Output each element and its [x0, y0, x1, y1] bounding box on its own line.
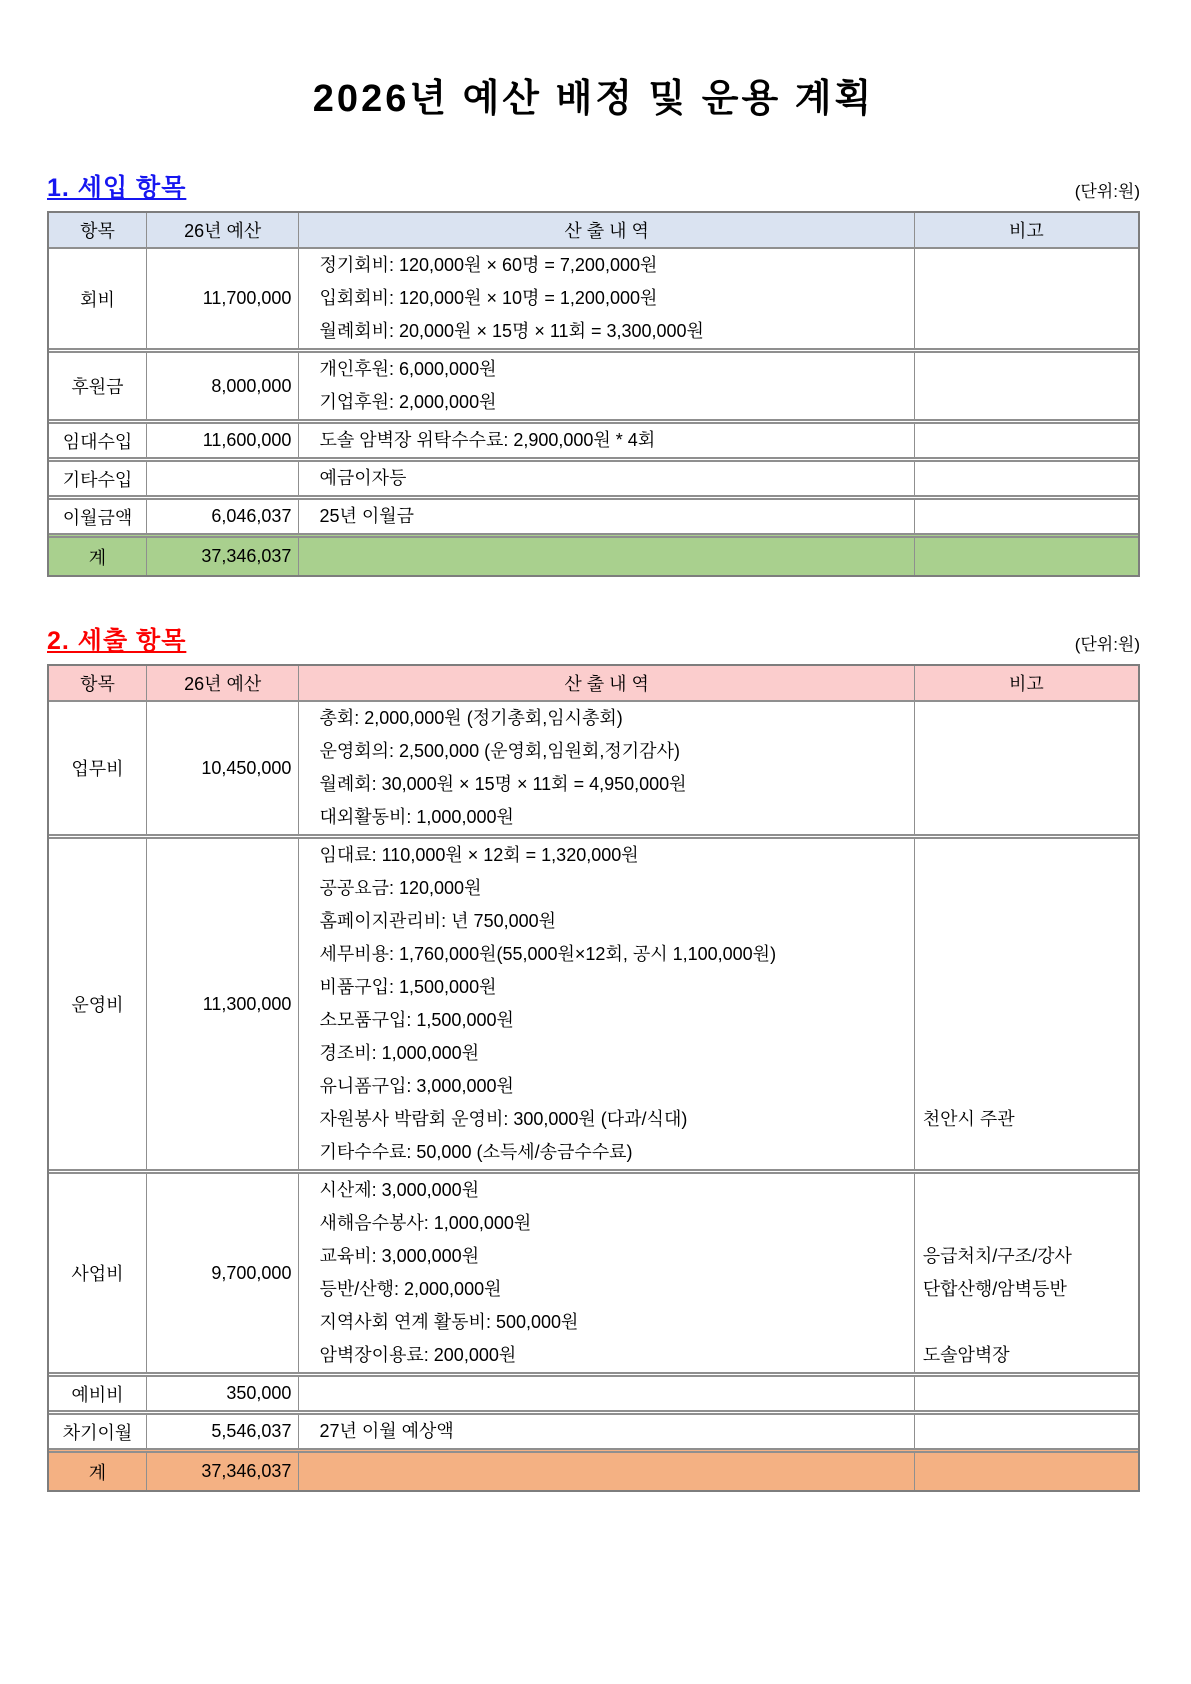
total-note-cell [915, 538, 1138, 575]
total-amount-cell: 37,346,037 [147, 538, 299, 575]
detail-line: 세무비용: 1,760,000원(55,000원×12회, 공시 1,100,000원) [319, 944, 777, 964]
note-line [923, 353, 1138, 386]
note-cell [915, 500, 1138, 533]
detail-cell [299, 353, 914, 419]
expense-section-title: 2. 세출 항목 [47, 627, 187, 655]
note-cell [915, 1415, 1138, 1448]
item-cell: 예비비 [49, 1377, 147, 1410]
header-cell: 산 출 내 역 [299, 666, 914, 700]
table-row [49, 348, 1138, 419]
detail-cell [299, 1377, 914, 1410]
note-line: 단합산행/암벽등반 [922, 1279, 1067, 1299]
detail-line: 자원봉사 박람회 운영비: 300,000원 (다과/식대) [319, 1109, 688, 1129]
total-detail-cell [299, 538, 914, 575]
note-line [923, 386, 1138, 419]
expense-table [47, 664, 1140, 1492]
note-line: 천안시 주관 [922, 1109, 1015, 1129]
table-row [49, 1372, 1138, 1410]
item-cell: 후원금 [49, 353, 147, 419]
note-line: 도솔암벽장 [922, 1345, 1010, 1365]
header-cell: 항목 [49, 213, 147, 247]
amount-cell: 8,000,000 [147, 353, 299, 419]
header-row [49, 666, 1138, 700]
header-cell: 26년 예산 [147, 666, 299, 700]
total-note-cell [915, 1453, 1138, 1490]
amount-cell [147, 462, 299, 495]
detail-line: 월례회비: 20,000원 × 15명 × 11회 = 3,300,000원 [319, 321, 704, 341]
detail-line: 개인후원: 6,000,000원 [319, 359, 497, 379]
income-section [47, 168, 1140, 577]
note-line [923, 872, 1138, 905]
header-cell: 26년 예산 [147, 213, 299, 247]
note-line [923, 424, 1138, 457]
table-row [49, 1169, 1138, 1372]
table-row [49, 419, 1138, 457]
note-cell [915, 839, 1138, 1169]
note-line [923, 702, 1138, 735]
detail-line: 교육비: 3,000,000원 [319, 1246, 480, 1266]
detail-line: 총회: 2,000,000원 (정기총회,임시총회) [319, 708, 623, 728]
detail-line: 27년 이월 예상액 [319, 1421, 454, 1441]
note-line [923, 735, 1138, 768]
detail-cell [299, 424, 914, 457]
detail-line: 25년 이월금 [319, 506, 415, 526]
detail-line: 지역사회 연계 활동비: 500,000원 [319, 1312, 579, 1332]
detail-line: 암벽장이용료: 200,000원 [319, 1345, 517, 1365]
detail-cell [299, 500, 914, 533]
item-cell: 운영비 [49, 839, 147, 1169]
detail-line: 대외활동비: 1,000,000원 [319, 807, 514, 827]
table-row [49, 457, 1138, 495]
note-cell [915, 1377, 1138, 1410]
detail-cell [299, 702, 914, 834]
income-section-head [47, 168, 1140, 204]
item-cell: 기타수입 [49, 462, 147, 495]
detail-line: 입회회비: 120,000원 × 10명 = 1,200,000원 [319, 288, 658, 308]
amount-cell: 6,046,037 [147, 500, 299, 533]
note-line [923, 1207, 1138, 1240]
total-label-cell: 계 [49, 538, 147, 575]
note-line [923, 282, 1138, 315]
amount-cell: 9,700,000 [147, 1174, 299, 1372]
note-cell [915, 249, 1138, 348]
note-line [923, 1037, 1138, 1070]
amount-cell: 11,700,000 [147, 249, 299, 348]
total-label-cell: 계 [49, 1453, 147, 1490]
amount-cell: 11,300,000 [147, 839, 299, 1169]
note-line [923, 249, 1138, 282]
table-row [49, 1410, 1138, 1448]
note-line [923, 1004, 1138, 1037]
header-row [49, 213, 1138, 247]
header-cell: 항목 [49, 666, 147, 700]
table-row [49, 700, 1138, 834]
expense-unit-label: (단위:원) [1074, 635, 1140, 654]
detail-cell [299, 1174, 914, 1372]
detail-line: 새해음수봉사: 1,000,000원 [319, 1213, 532, 1233]
detail-line: 정기회비: 120,000원 × 60명 = 7,200,000원 [319, 255, 658, 275]
total-detail-cell [299, 1453, 914, 1490]
note-line [923, 1306, 1138, 1339]
note-line [923, 1070, 1138, 1103]
note-cell [915, 462, 1138, 495]
detail-line: 홈페이지관리비: 년 750,000원 [319, 911, 557, 931]
note-line [923, 315, 1138, 348]
note-line [923, 971, 1138, 1004]
amount-cell: 10,450,000 [147, 702, 299, 834]
detail-line: 등반/산행: 2,000,000원 [319, 1279, 502, 1299]
expense-section-head [47, 621, 1140, 657]
detail-line: 기타수수료: 50,000 (소득세/송금수수료) [319, 1142, 633, 1162]
note-cell [915, 424, 1138, 457]
table-row [49, 495, 1138, 533]
detail-line: 유니폼구입: 3,000,000원 [319, 1076, 514, 1096]
detail-line: 월례회: 30,000원 × 15명 × 11회 = 4,950,000원 [319, 774, 687, 794]
amount-cell: 11,600,000 [147, 424, 299, 457]
table-row [49, 834, 1138, 1169]
note-cell [915, 353, 1138, 419]
note-line [923, 938, 1138, 971]
note-line [923, 801, 1138, 834]
item-cell: 이월금액 [49, 500, 147, 533]
note-line [923, 768, 1138, 801]
note-cell [915, 702, 1138, 834]
detail-line: 소모품구입: 1,500,000원 [319, 1010, 514, 1030]
item-cell: 회비 [49, 249, 147, 348]
header-cell: 산 출 내 역 [299, 213, 914, 247]
detail-line: 임대료: 110,000원 × 12회 = 1,320,000원 [319, 845, 639, 865]
item-cell: 업무비 [49, 702, 147, 834]
income-section-title: 1. 세입 항목 [47, 174, 187, 202]
header-cell: 비고 [1008, 674, 1044, 694]
item-cell: 차기이월 [49, 1415, 147, 1448]
note-line [923, 462, 1138, 495]
table-row [49, 247, 1138, 348]
note-line [923, 1174, 1138, 1207]
expense-section [47, 621, 1140, 1492]
income-table [47, 211, 1140, 577]
detail-line: 경조비: 1,000,000원 [319, 1043, 480, 1063]
note-line [923, 839, 1138, 872]
item-cell: 임대수입 [49, 424, 147, 457]
note-line [923, 1136, 1138, 1169]
item-cell: 사업비 [49, 1174, 147, 1372]
detail-line: 예금이자등 [319, 468, 407, 488]
total-row [49, 1448, 1138, 1490]
detail-line: 시산제: 3,000,000원 [319, 1180, 480, 1200]
note-line: 응급처치/구조/강사 [922, 1246, 1072, 1266]
detail-line: 비품구입: 1,500,000원 [319, 977, 497, 997]
total-row [49, 533, 1138, 575]
detail-line: 도솔 암벽장 위탁수수료: 2,900,000원 * 4회 [319, 430, 656, 450]
amount-cell: 5,546,037 [147, 1415, 299, 1448]
total-amount-cell: 37,346,037 [147, 1453, 299, 1490]
detail-line: 기업후원: 2,000,000원 [319, 392, 497, 412]
detail-cell [299, 1415, 914, 1448]
detail-line: 공공요금: 120,000원 [319, 878, 482, 898]
amount-cell: 350,000 [147, 1377, 299, 1410]
note-line [923, 1415, 1138, 1448]
note-line [923, 1377, 1138, 1410]
detail-cell [299, 462, 914, 495]
document-title: 2026년 예산 배정 및 운용 계획 [312, 78, 875, 120]
note-cell [915, 1174, 1138, 1372]
note-line [923, 905, 1138, 938]
detail-cell [299, 249, 914, 348]
header-cell: 비고 [1008, 221, 1044, 241]
income-unit-label: (단위:원) [1074, 182, 1140, 201]
detail-line: 운영회의: 2,500,000 (운영회,임원회,정기감사) [319, 741, 680, 761]
detail-cell [299, 839, 914, 1169]
note-line [923, 500, 1138, 533]
